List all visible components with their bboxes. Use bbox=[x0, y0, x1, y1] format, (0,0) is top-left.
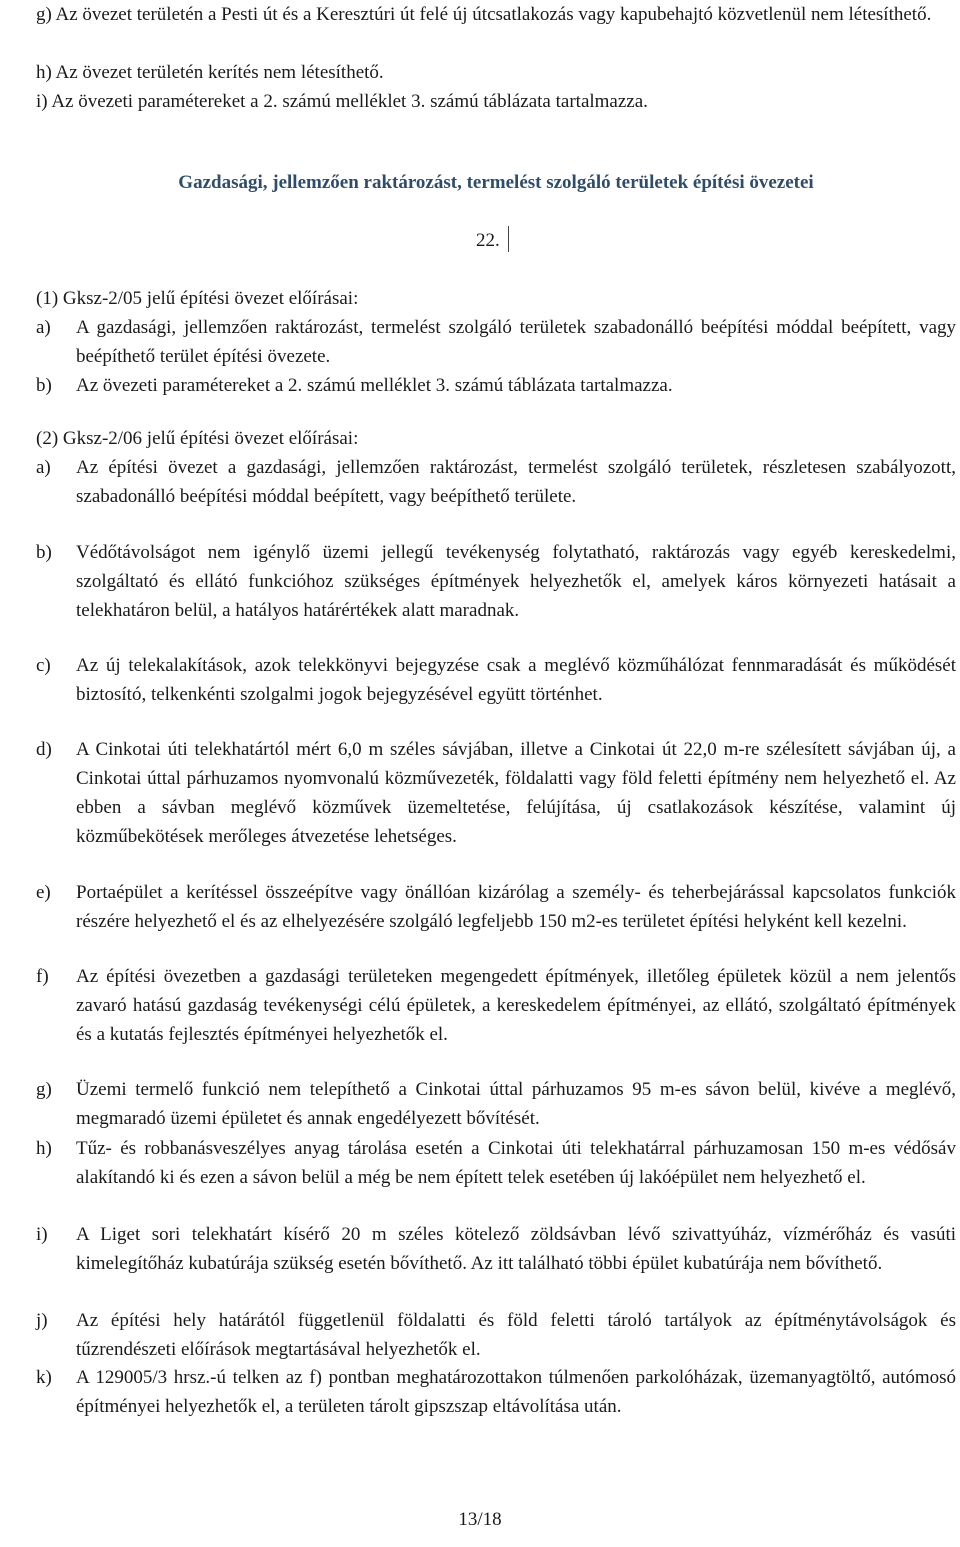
item-label: i) bbox=[36, 91, 48, 112]
list-item-g-top bbox=[36, 0, 956, 29]
item-label: h) bbox=[36, 1138, 52, 1159]
list-item-2c bbox=[36, 651, 956, 709]
item-text: Az övezeti paramétereket a 2. számú melléklet 3. számú táblázata tartalmazza. bbox=[76, 375, 673, 396]
list-item-2j bbox=[36, 1306, 956, 1364]
item-text: A Cinkotai úti telekhatártól mért 6,0 m széles sávjában, illetve a Cinkotai út 22,0 m-re szélesített sávjában új, a Cinkotai úttal párhuzamos nyomvonalú közművezeték, földalatti vagy föld feletti építmény nem helyezhető el. Az ebben a sávban meglévő közművek üzemeltetése, felújítása, új csatlakozások készítése, valamint új közműbekötések merőleges átvezetése lehetséges. bbox=[76, 739, 956, 847]
section-heading: Gazdasági, jellemzően raktározást, termelést szolgáló területek építési övezetei bbox=[178, 172, 814, 193]
item-text: Üzemi termelő funkció nem telepíthető a Cinkotai úttal párhuzamos 95 m-es sávon belül, kivéve a meglévő, megmaradó üzemi épületet és annak engedélyezett bővítését. bbox=[76, 1079, 956, 1129]
item-label: j) bbox=[36, 1310, 48, 1331]
list-item-1a bbox=[36, 313, 956, 371]
item-text: Védőtávolságot nem igénylő üzemi jellegű tevékenység folytatható, raktározás vagy egyéb kereskedelmi, szolgáltató és ellátó funkcióhoz szükséges építmények helyezhetők el, amelyek káros környezeti hatásait a telekhatáron belül, a hatályos határértékek alatt maradnak. bbox=[76, 542, 956, 621]
item-label: b) bbox=[36, 542, 52, 563]
item-text: A 129005/3 hrsz.-ú telken az f) pontban meghatározottakon túlmenően parkolóházak, üzemanyagtöltő, autómosó építményei helyezhetők el, a területen tárolt gipszszap eltávolítása után. bbox=[76, 1367, 956, 1417]
list-item-h-top bbox=[36, 58, 956, 87]
item-text: Az építési övezetben a gazdasági területeken megengedett építmények, illetőleg épületek közül a nem jelentős zavaró hatású gazdaság tevékenységi célú épületek, a kereskedelem építményei, az ellátó, szolgáltató építmények és a kutatás fejlesztés építményei helyezhetők el. bbox=[76, 966, 956, 1045]
list-item-2d bbox=[36, 735, 956, 851]
list-item-2i bbox=[36, 1220, 956, 1278]
list-item-2a bbox=[36, 453, 956, 511]
item-label: a) bbox=[36, 457, 51, 478]
item-label: b) bbox=[36, 375, 52, 396]
item-text: Az övezet területén a Pesti út és a Keresztúri út felé új útcsatlakozás vagy kapubehajtó közvetlenül nem létesíthető. bbox=[55, 4, 932, 25]
item-label: g) bbox=[36, 1079, 52, 1100]
item-text: Portaépület a kerítéssel összeépítve vagy önállóan kizárólag a személy- és teherbejárással kapcsolatos funkciók részére helyezhető el és az elhelyezésére szolgáló legfeljebb 150 m2-es területet építési helyként kell kezelni. bbox=[76, 882, 956, 932]
section-number-text: 22. bbox=[476, 230, 500, 251]
list-item-2h bbox=[36, 1134, 956, 1192]
subsection-title-1: (1) Gksz-2/05 jelű építési övezet előírásai: bbox=[36, 288, 359, 309]
item-text: A gazdasági, jellemzően raktározást, termelést szolgáló területek szabadonálló beépítési móddal beépített, vagy beépíthető terület építési övezete. bbox=[76, 317, 956, 367]
list-item-2f bbox=[36, 962, 956, 1049]
section-number bbox=[476, 226, 509, 255]
item-label: i) bbox=[36, 1224, 48, 1245]
item-label: d) bbox=[36, 739, 52, 760]
item-label: c) bbox=[36, 655, 51, 676]
item-label: e) bbox=[36, 882, 51, 903]
subsection-title-2: (2) Gksz-2/06 jelű építési övezet előírásai: bbox=[36, 428, 359, 449]
item-text: Tűz- és robbanásveszélyes anyag tárolása esetén a Cinkotai úti telekhatárral párhuzamosan 150 m-es védősáv alakítandó ki és ezen a sávon belül a még be nem épített telek esetében új lakóépület nem helyezhető el. bbox=[76, 1138, 956, 1188]
item-text: Az övezet területén kerítés nem létesíthető. bbox=[55, 62, 384, 83]
item-text: Az építési övezet a gazdasági, jellemzően raktározást, termelést szolgáló területek, részletesen szabályozott, szabadonálló beépítési móddal beépített, vagy beépíthető területe. bbox=[76, 457, 956, 507]
item-label: k) bbox=[36, 1367, 52, 1388]
item-text: Az új telekalakítások, azok telekkönyvi bejegyzése csak a meglévő közműhálózat fennmaradását és működését biztosító, telkenkénti szolgalmi jogok bejegyzésével együtt történhet. bbox=[76, 655, 956, 705]
item-text: Az övezeti paramétereket a 2. számú melléklet 3. számú táblázata tartalmazza. bbox=[51, 91, 648, 112]
list-item-1b bbox=[36, 371, 956, 400]
item-label: a) bbox=[36, 317, 51, 338]
list-item-2b bbox=[36, 538, 956, 625]
item-label: f) bbox=[36, 966, 49, 987]
list-item-i-top bbox=[36, 87, 956, 116]
page-number: 13/18 bbox=[458, 1509, 502, 1530]
section-mark-icon bbox=[502, 226, 509, 252]
item-text: Az építési hely határától függetlenül földalatti és föld feletti tároló tartályok az építménytávolságok és tűzrendészeti előírások megtartásával helyezhetők el. bbox=[76, 1310, 956, 1360]
list-item-2e bbox=[36, 878, 956, 936]
item-label: g) bbox=[36, 4, 52, 25]
item-text: A Liget sori telekhatárt kísérő 20 m széles kötelező zöldsávban lévő szivattyúház, vízmérőház és vasúti kimelegítőház kubatúrája szükség esetén bővíthető. Az itt található többi épület kubatúrája nem bővíthető. bbox=[76, 1224, 956, 1274]
list-item-2g bbox=[36, 1075, 956, 1133]
item-label: h) bbox=[36, 62, 52, 83]
list-item-2k bbox=[36, 1363, 956, 1421]
